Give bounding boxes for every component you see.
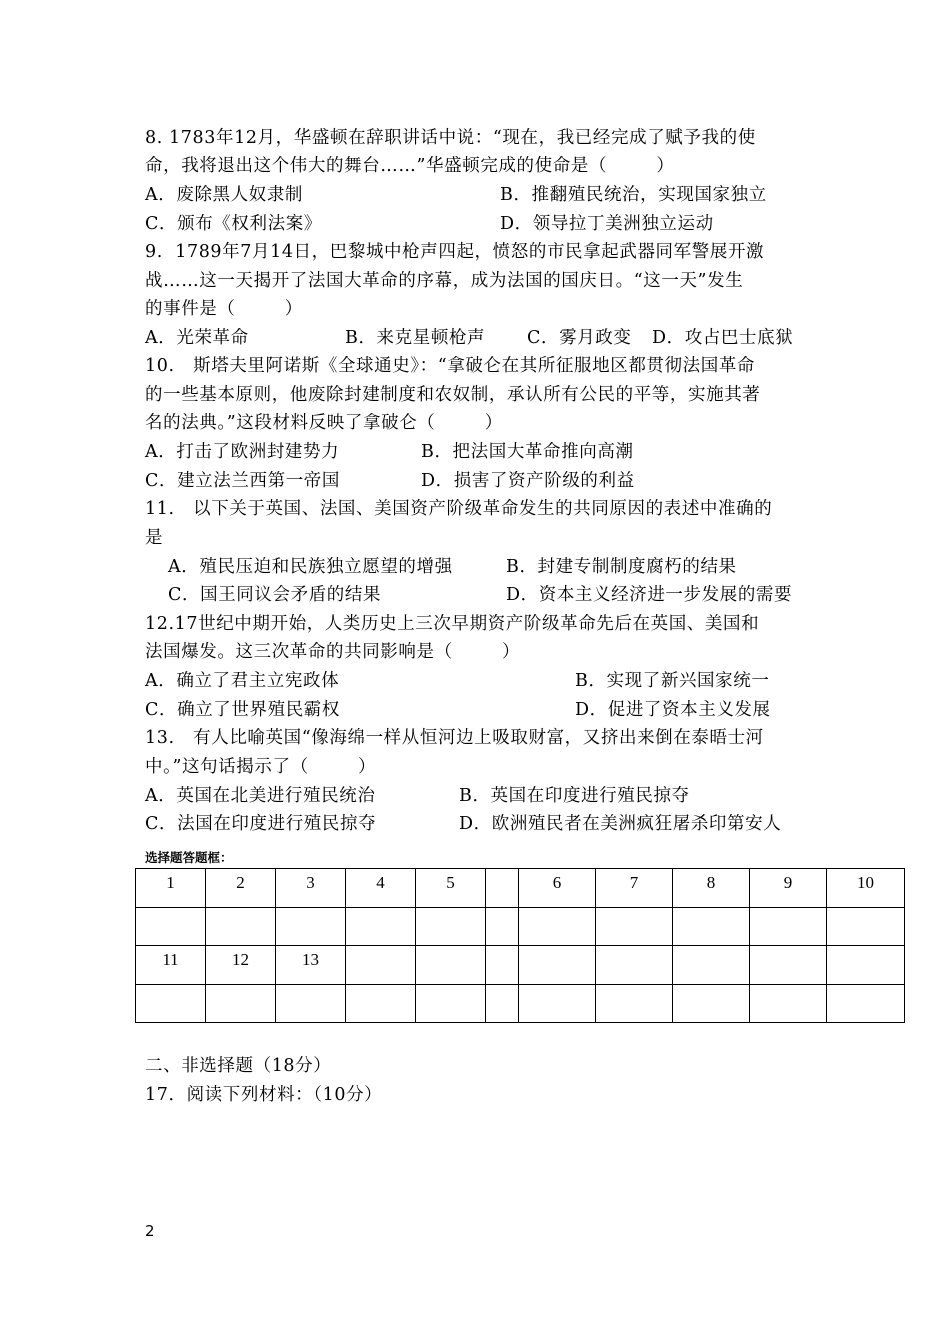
section2-heading: 二、非选择题（18分） bbox=[145, 1056, 332, 1076]
answer-cell[interactable] bbox=[519, 984, 596, 1023]
answer-cell[interactable] bbox=[486, 907, 519, 946]
q9-option-c: C．雾月政变 bbox=[527, 328, 632, 348]
answer-header-cell: 6 bbox=[519, 869, 596, 908]
answer-cell[interactable] bbox=[276, 984, 346, 1023]
answer-cell[interactable] bbox=[673, 907, 750, 946]
q11-option-d: D．资本主义经济进一步发展的需要 bbox=[506, 585, 793, 605]
answer-header-cell: 7 bbox=[596, 869, 673, 908]
q12-option-d: D．促进了资本主义发展 bbox=[575, 700, 771, 720]
answer-table-blank-row-1 bbox=[136, 907, 905, 946]
q10-option-a: A．打击了欧洲封建势力 bbox=[145, 442, 340, 462]
q9-line2: 战……这一天揭开了法国大革命的序幕，成为法国的国庆日。“这一天”发生 bbox=[145, 271, 744, 291]
answer-cell[interactable] bbox=[276, 907, 346, 946]
q12-option-c: C．确立了世界殖民霸权 bbox=[145, 700, 340, 720]
answer-table-header-row-1 bbox=[136, 869, 905, 908]
q8-line2: 命，我将退出这个伟大的舞台……”华盛顿完成的使命是（ ） bbox=[145, 156, 675, 176]
answer-header-cell: 12 bbox=[206, 946, 276, 985]
answer-header-cell: 1 bbox=[136, 869, 206, 908]
answer-cell[interactable] bbox=[416, 907, 486, 946]
q8-option-d: D．领导拉丁美洲独立运动 bbox=[500, 214, 714, 234]
q11-line2: 是 bbox=[145, 528, 164, 548]
answer-cell[interactable] bbox=[416, 984, 486, 1023]
answer-header-cell bbox=[486, 869, 519, 908]
q13-line2: 中。”这句话揭示了（ ） bbox=[145, 757, 377, 777]
q13-line1: 13. 有人比喻英国“像海绵一样从恒河边上吸取财富，又挤出来倒在泰晤士河 bbox=[145, 728, 764, 748]
answer-cell[interactable] bbox=[596, 984, 673, 1023]
answer-header-cell: 10 bbox=[827, 869, 905, 908]
q9-line3: 的事件是（ ） bbox=[145, 299, 303, 319]
q10-line3: 名的法典。”这段材料反映了拿破仑（ ） bbox=[145, 413, 503, 433]
answer-table bbox=[135, 868, 905, 1023]
answer-header-cell: 9 bbox=[750, 869, 827, 908]
answer-header-cell: 8 bbox=[673, 869, 750, 908]
q8-option-a: A．废除黑人奴隶制 bbox=[145, 185, 304, 205]
q10-line1: 10. 斯塔夫里阿诺斯《全球通史》：“拿破仑在其所征服地区都贯彻法国革命 bbox=[145, 356, 756, 376]
answer-cell[interactable] bbox=[827, 984, 905, 1023]
q12-option-a: A．确立了君主立宪政体 bbox=[145, 671, 340, 691]
q11-line1: 11. 以下关于英国、法国、美国资产阶级革命发生的共同原因的表述中准确的 bbox=[145, 499, 773, 519]
answer-cell[interactable] bbox=[136, 907, 206, 946]
q13-option-b: B．英国在印度进行殖民掠夺 bbox=[459, 786, 690, 806]
answer-header-cell: 3 bbox=[276, 869, 346, 908]
answer-cell[interactable] bbox=[136, 984, 206, 1023]
answer-header-cell bbox=[596, 946, 673, 985]
answer-cell[interactable] bbox=[486, 984, 519, 1023]
q12-line2: 法国爆发。这三次革命的共同影响是（ ） bbox=[145, 642, 521, 662]
answer-header-cell bbox=[346, 946, 416, 985]
q13-option-d: D．欧洲殖民者在美洲疯狂屠杀印第安人 bbox=[459, 814, 782, 834]
q11-option-b: B．封建专制制度腐朽的结果 bbox=[506, 557, 737, 577]
q8-option-c: C．颁布《权利法案》 bbox=[145, 214, 322, 234]
q13-option-c: C．法国在印度进行殖民掠夺 bbox=[145, 814, 377, 834]
answer-cell[interactable] bbox=[519, 907, 596, 946]
answer-cell[interactable] bbox=[346, 907, 416, 946]
q10-option-b: B．把法国大革命推向高潮 bbox=[421, 442, 634, 462]
answer-header-cell: 2 bbox=[206, 869, 276, 908]
answer-header-cell: 4 bbox=[346, 869, 416, 908]
q13-option-a: A．英国在北美进行殖民统治 bbox=[145, 786, 376, 806]
q12-line1: 12.17世纪中期开始，人类历史上三次早期资产阶级革命先后在英国、美国和 bbox=[145, 614, 760, 634]
answer-cell[interactable] bbox=[750, 907, 827, 946]
q8-option-b: B．推翻殖民统治，实现国家独立 bbox=[500, 185, 767, 205]
q9-option-a: A．光荣革命 bbox=[145, 328, 249, 348]
q10-option-c: C．建立法兰西第一帝国 bbox=[145, 471, 340, 491]
answer-header-cell: 13 bbox=[276, 946, 346, 985]
answer-cell[interactable] bbox=[206, 984, 276, 1023]
answer-header-cell bbox=[827, 946, 905, 985]
q11-option-a: A．殖民压迫和民族独立愿望的增强 bbox=[168, 557, 453, 577]
q10-option-d: D．损害了资产阶级的利益 bbox=[421, 471, 635, 491]
page-number: 2 bbox=[145, 1222, 155, 1240]
answer-header-cell bbox=[673, 946, 750, 985]
q9-line1: 9. 1789年7月14日，巴黎城中枪声四起，愤怒的市民拿起武器同军警展开激 bbox=[145, 242, 765, 262]
answer-header-cell bbox=[750, 946, 827, 985]
q9-option-b: B．来克星顿枪声 bbox=[345, 328, 486, 348]
q8-line1: 8. 1783年12月，华盛顿在辞职讲话中说：“现在，我已经完成了赋予我的使 bbox=[145, 128, 756, 148]
q10-line2: 的一些基本原则，他废除封建制度和农奴制，承认所有公民的平等，实施其著 bbox=[145, 385, 761, 405]
q11-option-c: C．国王同议会矛盾的结果 bbox=[168, 585, 382, 605]
answer-cell[interactable] bbox=[346, 984, 416, 1023]
answer-cell[interactable] bbox=[673, 984, 750, 1023]
answer-header-cell: 11 bbox=[136, 946, 206, 985]
answer-cell[interactable] bbox=[827, 907, 905, 946]
q9-option-d: D．攻占巴士底狱 bbox=[652, 328, 794, 348]
answer-table-label: 选择题答题框： bbox=[145, 850, 233, 865]
answer-cell[interactable] bbox=[750, 984, 827, 1023]
answer-header-cell bbox=[416, 946, 486, 985]
answer-cell[interactable] bbox=[206, 907, 276, 946]
answer-cell[interactable] bbox=[596, 907, 673, 946]
answer-header-cell bbox=[519, 946, 596, 985]
answer-table-header-row-2 bbox=[136, 946, 905, 985]
q17-prompt: 17．阅读下列材料：（10分） bbox=[145, 1085, 383, 1105]
q12-option-b: B．实现了新兴国家统一 bbox=[575, 671, 770, 691]
answer-table-blank-row-2 bbox=[136, 984, 905, 1023]
answer-header-cell bbox=[486, 946, 519, 985]
answer-header-cell: 5 bbox=[416, 869, 486, 908]
